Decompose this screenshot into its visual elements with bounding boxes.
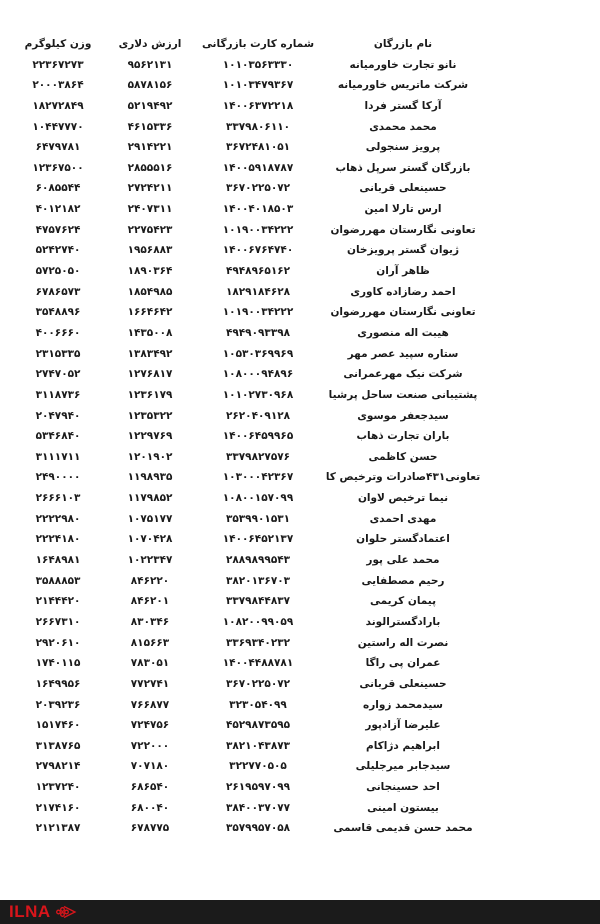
dollar-value: ۱۲۳۶۱۷۹ [127, 388, 173, 401]
dollar-value: ۱۱۷۹۸۵۲ [127, 492, 173, 505]
weight-kg: ۲۷۴۷۰۵۲ [35, 368, 81, 381]
table-row [0, 199, 600, 220]
dollar-value: ۷۰۷۱۸۰ [130, 760, 170, 773]
table-row [0, 591, 600, 612]
card-number: ۳۸۲۰۱۳۶۷۰۳ [225, 574, 291, 587]
merchant-name: باران تجارت ذهاب [356, 430, 450, 443]
table-row [0, 75, 600, 96]
merchant-name: حسینعلی قربانی [359, 677, 447, 690]
card-number: ۲۸۸۹۸۹۹۵۴۳ [225, 554, 291, 567]
weight-kg: ۵۳۴۶۸۴۰ [35, 430, 81, 443]
weight-kg: ۴۰۰۶۶۶۰ [35, 326, 81, 339]
dollar-value: ۱۰۷۵۱۷۷ [127, 512, 173, 525]
weight-kg: ۱۷۴۰۱۱۵ [35, 657, 81, 670]
weight-kg: ۲۷۹۸۲۱۴ [35, 760, 81, 773]
table-row [0, 633, 600, 654]
weight-kg: ۲۲۲۲۹۸۰ [35, 512, 81, 525]
card-number: ۱۰۱۰۳۴۷۹۳۶۷ [222, 79, 294, 92]
logo-text: ILNA [9, 902, 51, 921]
table-row [0, 220, 600, 241]
merchant-name: تعاونی نگارستان مهررضوان [330, 223, 476, 236]
card-number: ۳۳۶۹۳۴۰۲۳۲ [225, 636, 291, 649]
dollar-value: ۱۴۳۵۰۰۸ [127, 326, 173, 339]
merchant-name: احد حسینجانی [366, 781, 440, 794]
dollar-value: ۷۸۳۰۵۱ [130, 657, 170, 670]
dollar-value: ۸۴۶۲۰۱ [130, 595, 170, 608]
merchant-table [0, 34, 600, 839]
table-row [0, 240, 600, 261]
merchant-name: بازرگان گستر سرپل ذهاب [335, 161, 471, 174]
table-row [0, 96, 600, 117]
table-row [0, 117, 600, 138]
weight-kg: ۱۶۴۹۹۵۶ [35, 677, 81, 690]
merchant-name: عمران پی راگا [365, 657, 441, 670]
weight-kg: ۶۰۸۵۵۴۴ [35, 182, 81, 195]
table-row [0, 467, 600, 488]
merchant-name: ارس تارلا امین [364, 203, 442, 216]
weight-kg: ۴۰۱۲۱۸۲ [35, 203, 81, 216]
table-row [0, 736, 600, 757]
card-number: ۱۸۲۹۱۸۴۶۲۸ [225, 285, 291, 298]
weight-kg: ۵۲۴۲۷۴۰ [35, 244, 81, 257]
table-row [0, 756, 600, 777]
grape-cluster-arrow-icon [55, 905, 77, 919]
merchant-name: نیما ترخیص لاوان [357, 492, 449, 505]
table-row [0, 777, 600, 798]
weight-kg: ۶۴۷۹۷۸۱ [35, 141, 81, 154]
dollar-value: ۸۳۰۳۴۶ [130, 615, 170, 628]
weight-kg: ۲۰۴۷۹۴۰ [35, 409, 81, 422]
merchant-name: پیمان کریمی [369, 595, 437, 608]
card-number: ۱۴۰۰۶۴۵۲۱۳۷ [222, 533, 294, 546]
table-row [0, 158, 600, 179]
dollar-value: ۵۲۱۹۴۹۲ [127, 99, 173, 112]
merchant-name: محمد محمدی [369, 120, 437, 133]
card-number: ۱۰۱۹۰۰۳۴۲۲۲ [222, 223, 294, 236]
card-number: ۳۵۷۹۹۵۷۰۵۸ [225, 822, 291, 835]
dollar-value: ۱۰۷۰۴۲۸ [127, 533, 173, 546]
merchant-name: حسینعلی قربانی [359, 182, 447, 195]
dollar-value: ۹۵۶۲۱۳۱ [127, 58, 173, 71]
weight-kg: ۱۵۱۷۴۶۰ [35, 719, 81, 732]
merchant-name: احمد رضازاده کاوری [350, 285, 456, 298]
weight-kg: ۲۶۶۷۳۱۰ [35, 615, 81, 628]
table-row [0, 137, 600, 158]
merchant-name: شرکت نیک مهرعمرانی [343, 368, 463, 381]
weight-kg: ۱۰۴۴۷۷۷۰ [32, 120, 84, 133]
dollar-value: ۶۸۰۰۴۰ [130, 801, 170, 814]
weight-kg: ۳۵۸۸۸۵۳ [35, 574, 81, 587]
card-number: ۱۴۰۰۴۰۱۸۵۰۳ [222, 203, 294, 216]
merchant-name: سیدمحمد زواره [363, 698, 443, 711]
merchant-name: پرویز سنجولی [365, 141, 441, 154]
weight-kg: ۱۸۲۷۲۸۴۹ [32, 99, 84, 112]
table-row [0, 529, 600, 550]
table-row [0, 612, 600, 633]
merchant-name: رحیم مصطفایی [361, 574, 445, 587]
dollar-value: ۱۸۵۴۹۸۵ [127, 285, 173, 298]
dollar-value: ۲۲۷۵۴۲۳ [127, 223, 173, 236]
weight-kg: ۲۴۹۰۰۰۰ [35, 471, 81, 484]
dollar-value: ۷۷۲۷۴۱ [130, 677, 170, 690]
merchant-name: سیدجعفر موسوی [357, 409, 449, 422]
dollar-value: ۵۸۷۸۱۵۶ [127, 79, 173, 92]
merchant-name: ستاره سپید عصر مهر [347, 347, 459, 360]
dollar-value: ۱۰۲۲۳۴۷ [127, 554, 173, 567]
table-row [0, 509, 600, 530]
table-row [0, 674, 600, 695]
merchant-name: نانو تجارت خاورمیانه [349, 58, 457, 71]
weight-kg: ۲۰۳۹۲۳۶ [35, 698, 81, 711]
weight-kg: ۶۷۸۶۵۷۳ [35, 285, 81, 298]
table-row [0, 715, 600, 736]
weight-kg: ۳۱۱۸۷۳۶ [35, 388, 81, 401]
card-number: ۱۰۱۹۰۰۳۴۲۲۲ [222, 306, 294, 319]
dollar-value: ۱۱۹۸۹۳۵ [127, 471, 173, 484]
card-number: ۱۰۸۰۰۱۵۷۰۹۹ [222, 492, 294, 505]
table-row [0, 323, 600, 344]
card-number: ۳۸۴۰۰۳۷۰۷۷ [225, 801, 291, 814]
dollar-value: ۸۴۶۲۲۰ [130, 574, 170, 587]
merchant-name: تعاونی نگارستان مهررضوان [330, 306, 476, 319]
table-row [0, 282, 600, 303]
table-row [0, 55, 600, 76]
dollar-value: ۱۲۳۵۳۲۲ [127, 409, 173, 422]
dollar-value: ۱۲۲۹۷۶۹ [127, 430, 173, 443]
dollar-value: ۱۸۹۰۳۶۴ [127, 265, 173, 278]
weight-kg: ۱۲۳۶۷۵۰۰ [32, 161, 84, 174]
dollar-value: ۷۲۲۰۰۰ [130, 739, 170, 752]
merchant-name: سیدجابر میرجلیلی [355, 760, 451, 773]
card-number: ۱۰۸۰۰۰۹۴۸۹۶ [222, 368, 294, 381]
table-body [0, 55, 600, 839]
merchant-name: مهدی احمدی [369, 512, 437, 525]
card-number: ۳۳۷۹۸۲۷۵۷۶ [225, 450, 291, 463]
dollar-value: ۶۸۶۵۴۰ [130, 781, 170, 794]
dollar-value: ۲۴۰۷۳۱۱ [127, 203, 173, 216]
table-row [0, 653, 600, 674]
card-number: ۱۰۸۲۰۰۹۹۰۵۹ [222, 615, 294, 628]
card-number: ۳۵۳۹۹۰۱۵۳۱ [225, 512, 291, 525]
weight-kg: ۲۲۲۴۱۸۰ [35, 533, 81, 546]
card-number: ۲۶۱۹۵۹۷۰۹۹ [225, 781, 291, 794]
table-header-row [0, 34, 600, 55]
header-dollar-value: ارزش دلاری [118, 38, 182, 50]
card-number: ۱۴۰۰۶۷۶۴۷۴۰ [222, 244, 294, 257]
weight-kg: ۵۷۲۵۰۵۰ [35, 265, 81, 278]
card-number: ۱۴۰۰۵۹۱۸۷۸۷ [222, 161, 294, 174]
dollar-value: ۱۲۰۱۹۰۲ [127, 450, 173, 463]
card-number: ۱۴۰۰۶۳۷۲۲۱۸ [222, 99, 294, 112]
card-number: ۳۲۳۰۵۴۰۹۹ [229, 698, 287, 711]
card-number: ۳۳۷۹۸۰۶۱۱۰ [225, 120, 291, 133]
table-row [0, 364, 600, 385]
dollar-value: ۲۷۲۴۲۱۱ [127, 182, 173, 195]
weight-kg: ۳۱۳۸۷۶۵ [35, 739, 81, 752]
table-row [0, 344, 600, 365]
merchant-name: علیرضا آزادپور [365, 719, 441, 732]
card-number: ۳۶۷۲۴۸۱۰۵۱ [225, 141, 291, 154]
merchant-name: بارادگسترالوند [365, 615, 441, 628]
weight-kg: ۲۲۳۶۷۲۷۳ [32, 58, 84, 71]
dollar-value: ۷۶۶۸۷۷ [130, 698, 170, 711]
dollar-value: ۱۳۸۳۴۹۲ [127, 347, 173, 360]
ilna-logo [9, 903, 77, 921]
footer-bar [0, 900, 600, 924]
merchant-name: هیبت اله منصوری [357, 326, 449, 339]
weight-kg: ۲۱۷۴۱۶۰ [35, 801, 81, 814]
weight-kg: ۱۶۴۸۹۸۱ [35, 554, 81, 567]
weight-kg: ۳۱۱۱۷۱۱ [35, 450, 81, 463]
card-number: ۱۰۱۰۲۷۳۰۹۶۸ [222, 388, 294, 401]
merchant-name: نصرت اله راستین [357, 636, 449, 649]
dollar-value: ۲۸۵۵۵۱۶ [127, 161, 173, 174]
table-row [0, 818, 600, 839]
table-row [0, 550, 600, 571]
table-row [0, 178, 600, 199]
card-number: ۳۳۷۹۸۴۴۸۳۷ [225, 595, 291, 608]
table-row [0, 261, 600, 282]
card-number: ۱۴۰۰۶۴۵۹۹۶۵ [222, 430, 294, 443]
merchant-name: ظاهر آران [376, 265, 430, 278]
weight-kg: ۳۵۴۸۸۹۶ [35, 306, 81, 319]
weight-kg: ۲۰۰۰۳۸۶۴ [32, 79, 84, 92]
card-number: ۱۰۱۰۳۵۶۳۳۳۰ [222, 58, 294, 71]
dollar-value: ۴۶۱۵۳۳۶ [127, 120, 173, 133]
table-row [0, 488, 600, 509]
table-row [0, 695, 600, 716]
weight-kg: ۴۷۵۷۶۲۴ [35, 223, 81, 236]
table-row [0, 426, 600, 447]
merchant-name: بیستون امینی [367, 801, 439, 814]
weight-kg: ۲۹۲۰۶۱۰ [35, 636, 81, 649]
header-merchant-name: نام بازرگان [373, 38, 433, 50]
card-number: ۳۶۷۰۲۲۵۰۷۲ [225, 182, 291, 195]
card-number: ۱۰۳۰۰۰۴۲۳۶۷ [222, 471, 294, 484]
table-row [0, 406, 600, 427]
merchant-name: حسن کاظمی [368, 450, 438, 463]
merchant-name: پشتیبانی صنعت ساحل پرشیا [328, 388, 478, 401]
table-row [0, 447, 600, 468]
dollar-value: ۱۹۵۶۸۸۳ [127, 244, 173, 257]
dollar-value: ۶۷۸۷۷۵ [130, 822, 170, 835]
card-number: ۴۵۲۹۸۷۳۵۹۵ [225, 719, 291, 732]
table-row [0, 798, 600, 819]
dollar-value: ۲۹۱۴۲۲۱ [127, 141, 173, 154]
table-row [0, 302, 600, 323]
merchant-name: محمد علی پور [366, 554, 440, 567]
merchant-name: اعتمادگستر حلوان [356, 533, 450, 546]
weight-kg: ۲۱۴۴۴۲۰ [35, 595, 81, 608]
dollar-value: ۷۲۴۷۵۶ [130, 719, 170, 732]
card-number: ۲۶۲۰۴۰۹۱۲۸ [225, 409, 291, 422]
header-weight-kg: وزن کیلوگرم [24, 38, 92, 50]
card-number: ۴۹۴۹۰۹۳۳۹۸ [225, 326, 291, 339]
card-number: ۳۶۷۰۲۲۵۰۷۲ [225, 677, 291, 690]
merchant-name: ابراهیم دژاکام [366, 739, 440, 752]
table-row [0, 571, 600, 592]
dollar-value: ۱۶۶۴۶۴۲ [127, 306, 173, 319]
card-number: ۳۸۲۱۰۴۳۸۷۳ [225, 739, 291, 752]
dollar-value: ۱۲۷۶۸۱۷ [127, 368, 173, 381]
card-number: ۱۴۰۰۴۴۸۸۷۸۱ [222, 657, 294, 670]
merchant-name: تعاونی۴۳۱صادرات وترخیص کا [325, 471, 481, 484]
dollar-value: ۸۱۵۶۶۳ [130, 636, 170, 649]
merchant-name: ژیوان گستر پرویزخان [347, 244, 459, 257]
table-row [0, 385, 600, 406]
card-number: ۴۹۴۸۹۶۵۱۶۲ [225, 265, 291, 278]
weight-kg: ۲۱۲۱۳۸۷ [35, 822, 81, 835]
merchant-name: شرکت ماتریس خاورمیانه [337, 79, 469, 92]
card-number: ۱۰۵۳۰۳۶۹۹۶۹ [222, 347, 294, 360]
merchant-name: آرکا گستر فردا [364, 99, 442, 112]
weight-kg: ۲۳۱۵۳۳۵ [35, 347, 81, 360]
merchant-name: محمد حسن قدیمی قاسمی [333, 822, 473, 835]
weight-kg: ۲۶۶۶۱۰۳ [35, 492, 81, 505]
card-number: ۳۲۲۷۷۰۵۰۵ [229, 760, 287, 773]
header-card-number: شماره کارت بازرگانی [201, 38, 315, 50]
weight-kg: ۱۲۳۷۲۴۰ [35, 781, 81, 794]
